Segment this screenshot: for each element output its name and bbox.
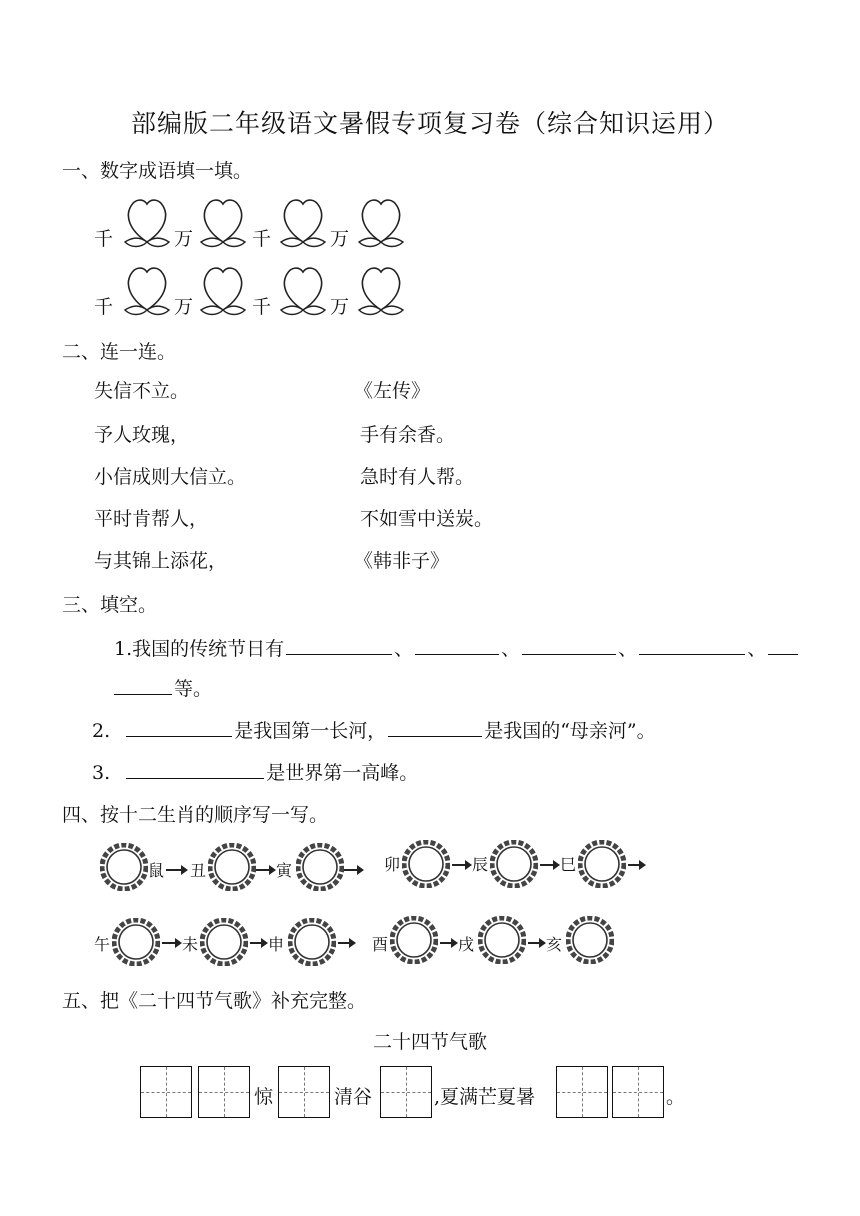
zodiac-label: 丑	[190, 861, 207, 880]
question-text: 是我国第一长河，	[234, 720, 387, 742]
answer-blank[interactable]	[286, 634, 392, 655]
character-grid-box[interactable]	[380, 1066, 432, 1118]
peach-blank-icon[interactable]	[350, 196, 412, 252]
character-grid-box[interactable]	[278, 1066, 330, 1118]
poem-title: 二十四节气歌	[372, 1031, 487, 1053]
zodiac-label: 卯	[384, 855, 401, 874]
arrow-icon	[344, 869, 362, 871]
peach-blank-icon[interactable]	[192, 196, 254, 252]
answer-blank[interactable]	[415, 634, 499, 655]
zodiac-label: 巳	[560, 855, 577, 874]
idiom-char: 万	[174, 228, 194, 250]
zodiac-label: 午	[94, 935, 111, 954]
peach-blank-icon[interactable]	[272, 196, 334, 252]
flower-blank-icon[interactable]	[200, 918, 248, 966]
peach-blank-icon[interactable]	[116, 264, 178, 320]
section-2-heading: 二、连一连。	[62, 341, 177, 363]
idiom-char: 千	[252, 228, 272, 250]
flower-blank-icon[interactable]	[112, 918, 160, 966]
flower-blank-icon[interactable]	[390, 916, 438, 964]
answer-blank[interactable]	[114, 674, 172, 695]
answer-blank[interactable]	[126, 758, 264, 779]
flower-blank-icon[interactable]	[578, 840, 626, 888]
idiom-char: 万	[330, 228, 350, 250]
arrow-icon	[338, 942, 354, 944]
match-right-item[interactable]: 《左传》	[354, 380, 431, 402]
question-text: 是我国的“母亲河”。	[484, 720, 656, 742]
arrow-icon	[166, 869, 186, 871]
separator: 、	[747, 638, 767, 660]
zodiac-label: 酉	[372, 935, 389, 954]
flower-blank-icon[interactable]	[402, 840, 450, 888]
match-left-item[interactable]: 失信不立。	[94, 380, 190, 402]
answer-blank[interactable]	[126, 716, 232, 737]
idiom-char: 万	[330, 296, 350, 318]
match-left-item[interactable]: 平时肯帮人，	[94, 508, 209, 530]
match-left-item[interactable]: 予人玫瑰，	[94, 424, 190, 446]
arrow-icon	[440, 942, 456, 944]
section-4-heading: 四、按十二生肖的顺序写一写。	[62, 804, 329, 826]
fill-question-2	[92, 716, 656, 743]
fill-question-1-cont	[112, 674, 212, 701]
idiom-char: 千	[94, 228, 114, 250]
section-3-heading: 三、填空。	[62, 594, 158, 616]
arrow-icon	[452, 864, 470, 866]
question-text: 是世界第一高峰。	[266, 762, 419, 784]
answer-blank[interactable]	[639, 634, 745, 655]
peach-blank-icon[interactable]	[192, 264, 254, 320]
answer-blank[interactable]	[768, 634, 798, 655]
separator: 、	[394, 638, 414, 660]
flower-blank-icon[interactable]	[288, 918, 336, 966]
question-number: 3.	[92, 762, 111, 784]
character-grid-box[interactable]	[612, 1066, 664, 1118]
zodiac-label: 戌	[458, 935, 475, 954]
match-right-item[interactable]: 急时有人帮。	[360, 466, 475, 488]
poem-text: 。	[666, 1086, 686, 1108]
match-right-item[interactable]: 《韩非子》	[354, 550, 450, 572]
arrow-icon	[540, 864, 558, 866]
peach-blank-icon[interactable]	[272, 264, 334, 320]
idiom-char: 千	[252, 296, 272, 318]
flower-blank-icon[interactable]	[208, 843, 256, 891]
separator: 、	[501, 638, 521, 660]
answer-blank[interactable]	[388, 716, 482, 737]
section-1-heading: 一、数字成语填一填。	[62, 160, 253, 182]
character-grid-box[interactable]	[198, 1066, 250, 1118]
page-title: 部编版二年级语文暑假专项复习卷（综合知识运用）	[130, 109, 729, 138]
flower-blank-icon[interactable]	[100, 843, 148, 891]
arrow-icon	[162, 942, 180, 944]
question-text: 等。	[174, 678, 213, 700]
match-left-item[interactable]: 与其锦上添花，	[94, 550, 228, 572]
section-5-heading: 五、把《二十四节气歌》补充完整。	[62, 990, 367, 1012]
poem-text: ,夏满芒夏暑	[434, 1086, 536, 1108]
flower-blank-icon[interactable]	[490, 840, 538, 888]
zodiac-label: 辰	[472, 855, 489, 874]
arrow-icon	[250, 942, 266, 944]
idiom-char: 万	[174, 296, 194, 318]
separator: 、	[618, 638, 638, 660]
match-right-item[interactable]: 手有余香。	[360, 424, 456, 446]
zodiac-label: 未	[182, 935, 199, 954]
question-number: 2.	[92, 720, 111, 742]
fill-question-3	[92, 758, 418, 785]
fill-question-1	[114, 634, 800, 661]
flower-blank-icon[interactable]	[566, 916, 614, 964]
zodiac-label: 寅	[276, 861, 293, 880]
poem-text: 惊	[254, 1086, 274, 1108]
zodiac-label: 亥	[546, 935, 563, 954]
arrow-icon	[528, 942, 544, 944]
character-grid-box[interactable]	[556, 1066, 608, 1118]
question-text: 1.我国的传统节日有	[114, 638, 285, 660]
zodiac-label: 鼠	[148, 861, 165, 880]
character-grid-box[interactable]	[140, 1066, 192, 1118]
zodiac-label: 申	[268, 935, 285, 954]
peach-blank-icon[interactable]	[350, 264, 412, 320]
poem-text: 清谷	[334, 1086, 373, 1108]
match-left-item[interactable]: 小信成则大信立。	[94, 466, 247, 488]
match-right-item[interactable]: 不如雪中送炭。	[360, 508, 494, 530]
peach-blank-icon[interactable]	[116, 196, 178, 252]
flower-blank-icon[interactable]	[296, 843, 344, 891]
idiom-char: 千	[94, 296, 114, 318]
flower-blank-icon[interactable]	[478, 916, 526, 964]
arrow-icon	[628, 864, 644, 866]
arrow-icon	[256, 869, 274, 871]
answer-blank[interactable]	[522, 634, 616, 655]
